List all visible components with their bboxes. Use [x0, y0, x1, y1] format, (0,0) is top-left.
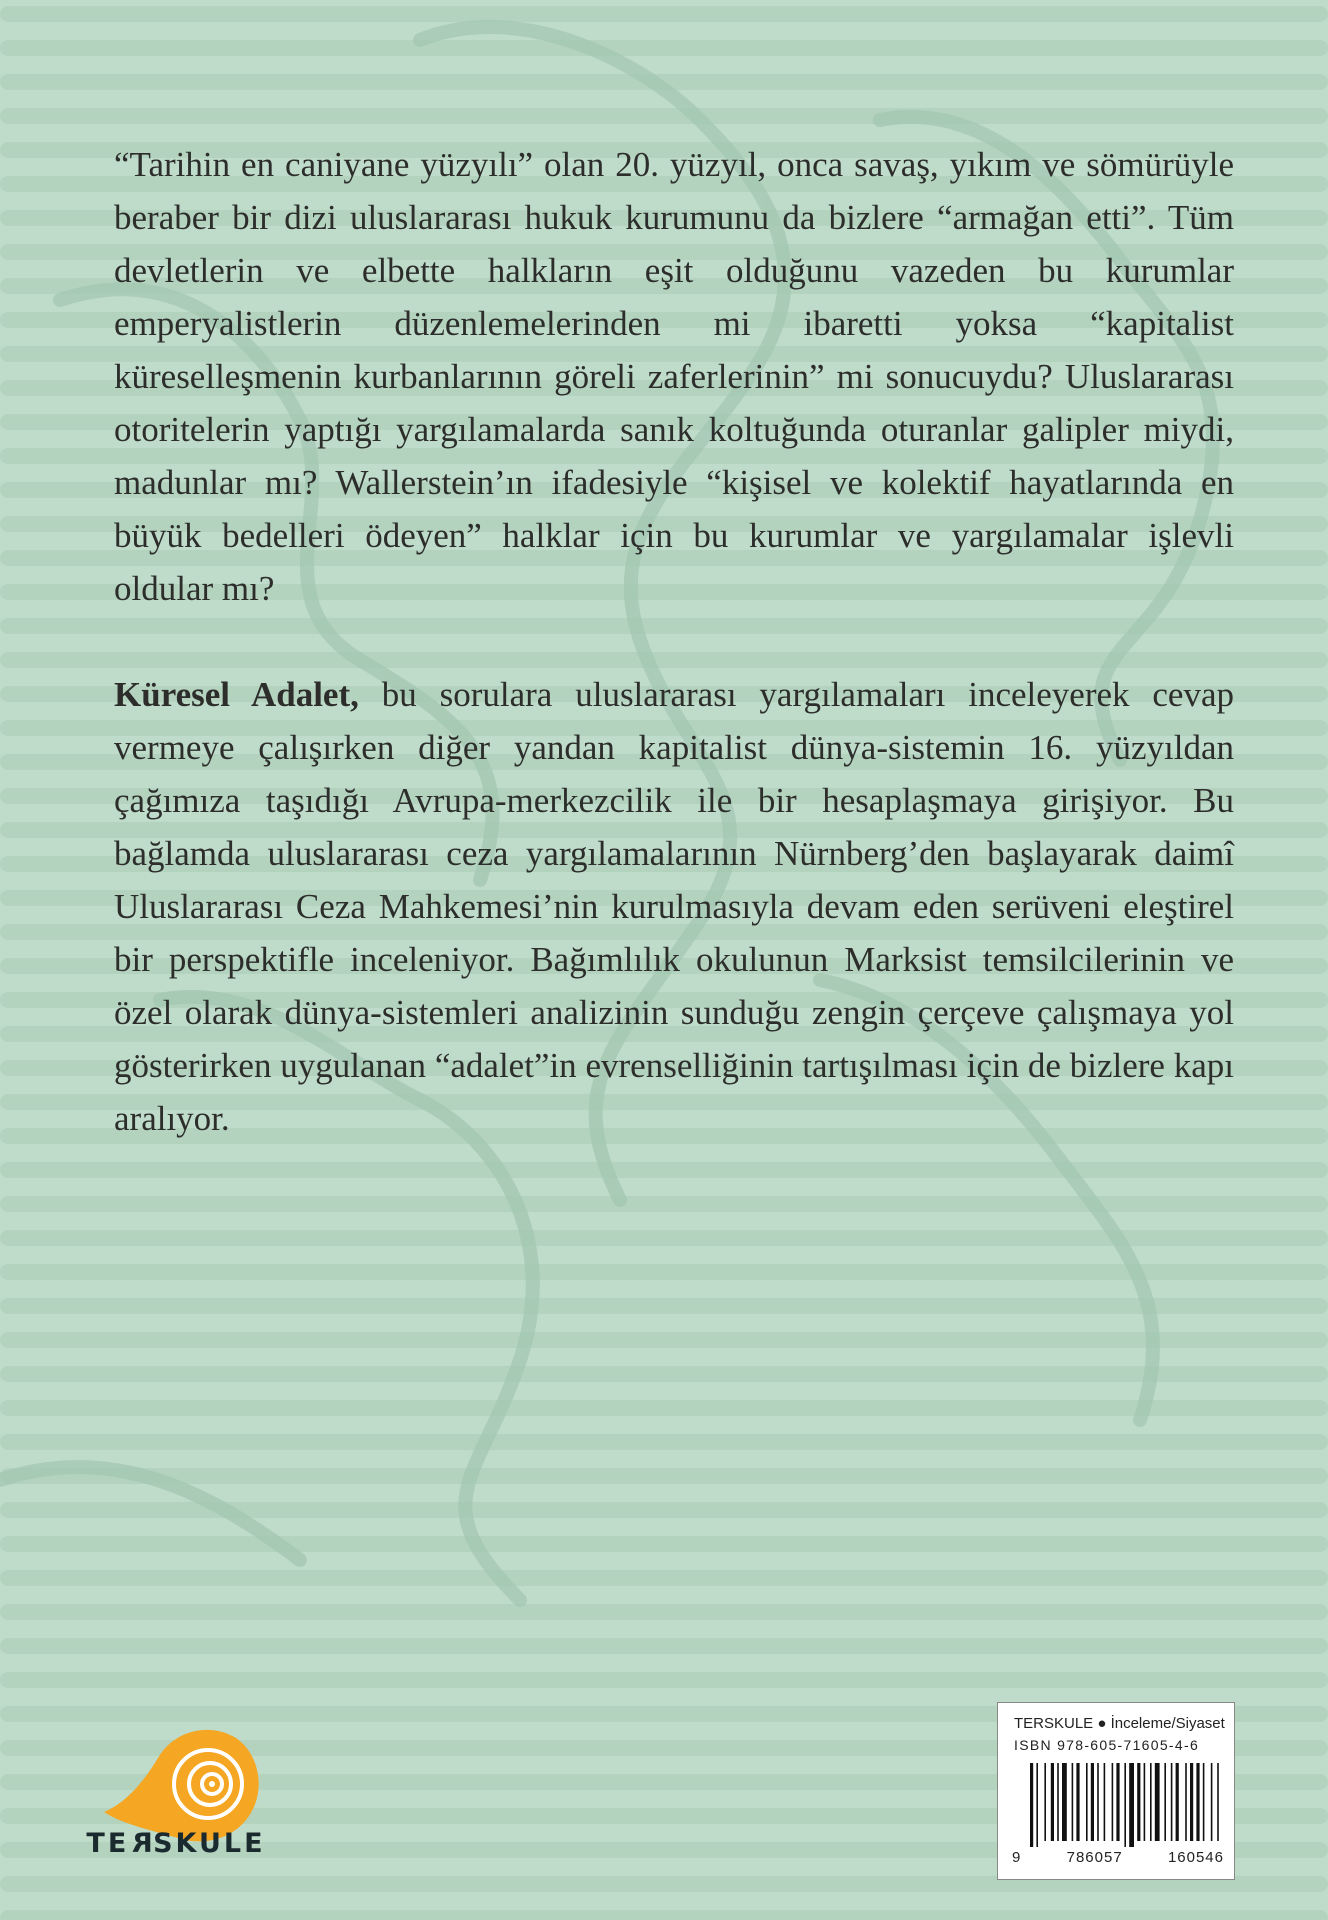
barcode-bar — [1144, 1763, 1146, 1841]
barcode-digit-first: 9 — [1012, 1849, 1022, 1866]
description-paragraph-1: “Tarihin en caniyane yüzyılı” olan 20. yüzyıl, onca savaş, yıkım ve sömürüyle beraber bir dizi uluslararası hukuk kurumunu da bizlere “armağan etti”. Tüm devletlerin ve elbette halkların eşit olduğunu vazeden bu kurumlar emperyalistlerin düzenlemelerinden mi ibaretti yoksa “kapitalist küreselleşmenin kurbanlarının göreli zaferlerinin” mi sonucuydu? Uluslararası otoritelerin yaptığı yargılamalarda sanık koltuğunda oturanlar galipler miydi, madunlar mı? Wallerstein’ın ifadesiyle “kişisel ve kolektif hayatlarında en büyük bedelleri ödeyen” halklar için bu kurumlar ve yargılamalar işlevli oldular mı? — [114, 145, 1234, 608]
barcode-bar — [1190, 1763, 1193, 1841]
barcode-bar — [1217, 1763, 1219, 1841]
barcode-bar — [1124, 1763, 1126, 1847]
barcode-bar — [1137, 1763, 1140, 1841]
publisher-logo-text: TERSKULE — [86, 1828, 266, 1859]
barcode-bar — [1076, 1763, 1079, 1841]
barcode-bar — [1091, 1763, 1094, 1841]
barcode-bar — [1129, 1763, 1134, 1847]
barcode-bar — [1150, 1763, 1152, 1841]
barcode-bar — [1203, 1763, 1205, 1841]
barcode-bar — [1051, 1763, 1054, 1841]
barcode-bars — [1028, 1763, 1224, 1847]
barcode-bar — [1116, 1763, 1119, 1841]
barcode-bar — [1211, 1763, 1213, 1841]
barcode-bar — [1164, 1763, 1166, 1841]
isbn-text: ISBN 978-605-71605-4-6 — [1014, 1737, 1200, 1753]
barcode-bar — [1044, 1763, 1046, 1841]
barcode-bar — [1171, 1763, 1173, 1841]
barcode-bar — [1176, 1763, 1179, 1841]
barcode-bar — [1086, 1763, 1088, 1841]
barcode-bar — [1057, 1763, 1059, 1841]
book-title-inline: Küresel Adalet, — [114, 675, 359, 714]
barcode-digit-group-1: 786057 — [1066, 1849, 1123, 1866]
publisher-category: TERSKULE ● İnceleme/Siyaset — [1014, 1715, 1225, 1732]
barcode-bar — [1112, 1763, 1114, 1841]
barcode-bar — [1185, 1763, 1187, 1841]
description-paragraph-2-text: bu sorulara uluslararası yargılamaları inceleyerek cevap vermeye çalışırken diğer yandan kapitalist dünya-sistemin 16. yüzyıldan çağımıza taşıdığı Avrupa-merkezcilik ile bir hesaplaşmaya girişiyor. Bu bağlamda uluslararası ceza yargılamalarının Nürnberg’den başlayarak daimî Uluslararası Ceza Mahkemesi’nin kurulmasıyla devam eden serüveni eleştirel bir perspektifle inceleniyor. Bağımlılık okulunun Marksist temsilcilerinin ve özel olarak dünya-sistemleri analizinin sunduğu zengin çerçeve çalışmaya yol gösterirken uygulanan “adalet”in evrenselliğinin tartışılması için de bizlere kapı aralıyor. — [114, 675, 1234, 1138]
barcode-bar — [1097, 1763, 1099, 1841]
barcode-bar — [1036, 1763, 1038, 1847]
barcode-box — [997, 1702, 1235, 1880]
barcode-bar — [1030, 1763, 1033, 1847]
description-paragraph-2 — [114, 668, 1234, 1145]
barcode-bar — [1155, 1763, 1160, 1841]
barcode-bar — [1072, 1763, 1074, 1841]
barcode-digits — [1012, 1849, 1224, 1866]
barcode-bar — [1062, 1763, 1067, 1841]
barcode-bar — [1104, 1763, 1106, 1841]
barcode-bar — [1196, 1763, 1199, 1841]
barcode-digit-group-2: 160546 — [1167, 1849, 1224, 1866]
